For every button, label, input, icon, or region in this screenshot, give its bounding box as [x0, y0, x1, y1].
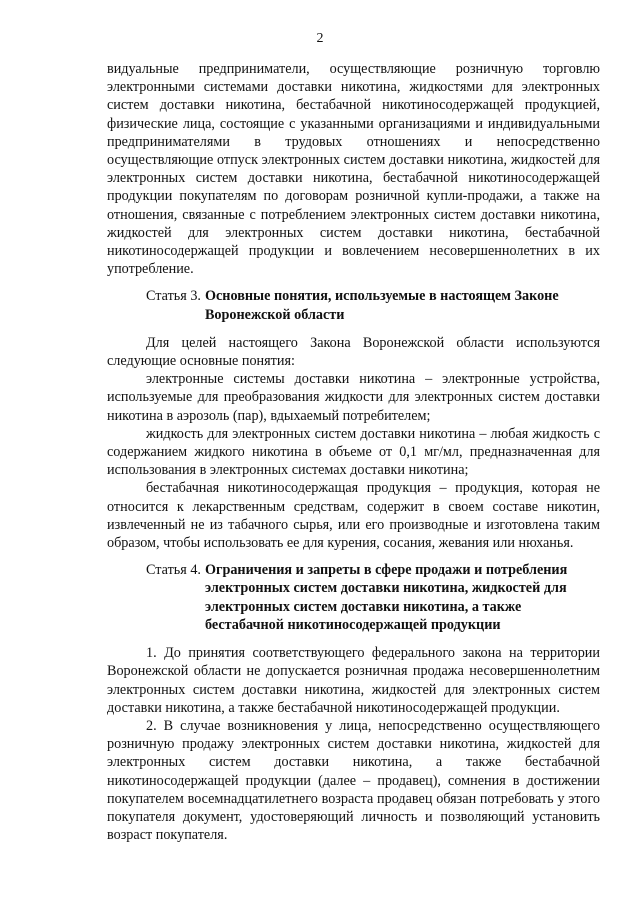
- article-3-paragraph: электронные системы доставки никотина – электронные устройства, используемые для преобразования жидкости для электронных систем доставки никотина в аэрозоль (пар), вдыхаемый потребителем;: [107, 371, 600, 424]
- article-4-title: Ограничения и запреты в сфере продажи и потребления электронных систем доставки никотина, жидкостей для электронных систем доставки никотина, а также бестабачной никотиносодержащей продукции: [204, 562, 568, 633]
- page-number: 2: [316, 31, 324, 46]
- article-3-paragraph: жидкость для электронных систем доставки никотина – любая жидкость с содержанием жидкого никотина в объеме от 0,1 мг/мл, предназначенная для использования в электронных системах доставки никотина;: [107, 425, 600, 479]
- intro-paragraph: видуальные предприниматели, осуществляющие розничную торговлю электронными системами доставки никотина, жидкостями для электронных систем доставки никотина, бестабачной никотиносодержащей продукцией, физические лица, состоящие с указанными организациями и индивидуальными предпринимателями в трудовых отношениях и непосредственно осуществляющие отпуск электронных систем доставки никотина, жидкостей для электронных систем доставки никотина, бестабачной никотиносодержащей продукции покупателям по договорам розничной купли-продажи, а также на отношения, связанные с потреблением электронных систем доставки никотина, жидкостей для электронных систем доставки никотина, бестабачной никотиносодержащей продукции и вовлечением несовершеннолетних в их употребление.: [107, 61, 600, 278]
- article-3-paragraph: бестабачная никотиносодержащая продукция – продукция, которая не относится к лекарственным средствам, содержит в своем составе никотин, извлеченный не из табачного сырья, или его производные и изготовлена таким образом, чтобы использовать ее для курения, сосания, жевания или нюханья.: [107, 480, 600, 552]
- article-4-paragraph: 1. До принятия соответствующего федерального закона на территории Воронежской области не допускается розничная продажа несовершеннолетним электронных систем доставки никотина, жидкостей для электронных систем доставки никотина, а также бестабачной никотиносодержащей продукции.: [107, 645, 600, 716]
- article-3-paragraph: Для целей настоящего Закона Воронежской области используются следующие основные понятия:: [107, 334, 600, 370]
- document-body: [107, 60, 600, 844]
- article-3-title: Основные понятия, используемые в настоящем Законе Воронежской области: [204, 288, 559, 323]
- article-4-label: Статья 4.: [146, 562, 201, 579]
- article-3-label: Статья 3.: [146, 288, 201, 305]
- article-4-paragraph: 2. В случае возникновения у лица, непосредственно осуществляющего розничную продажу электронных систем доставки никотина, жидкостей для электронных систем доставки никотина, а также бестабачной никотиносодержащей продукции (далее – продавец), сомнения в достижении покупателем восемнадцатилетнего возраста продавец обязан потребовать у этого покупателя документ, удостоверяющий личность и позволяющий установить возраст покупателя.: [107, 717, 600, 844]
- article-4-heading: [107, 561, 600, 634]
- article-3-heading: [107, 287, 600, 323]
